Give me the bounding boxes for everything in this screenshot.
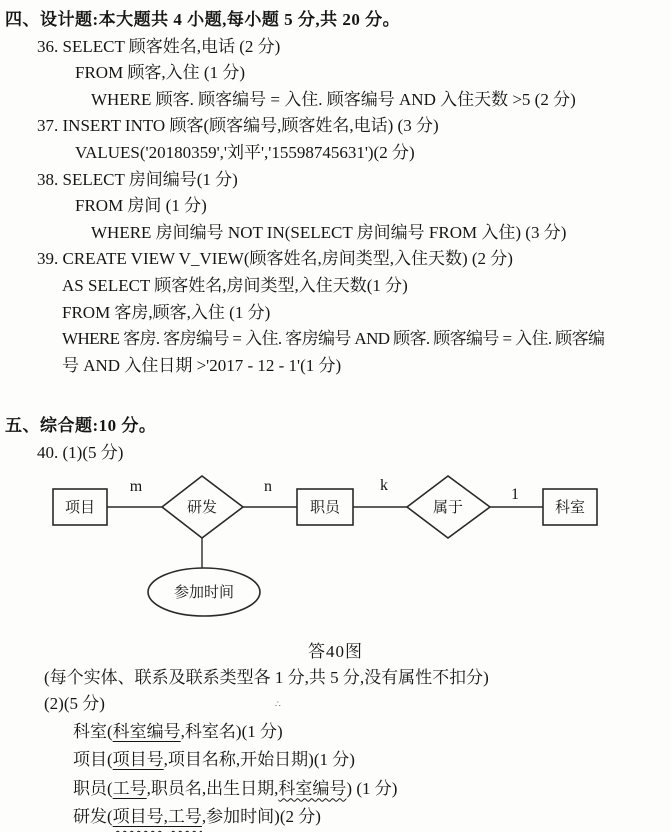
schema-text: ,职员名,出生日期, <box>146 778 279 798</box>
foreign-key-project-id: 项目号 <box>112 807 164 827</box>
section-design-heading: 四、设计题:本大题共 4 小题,每小题 5 分,共 20 分。 <box>5 10 401 29</box>
relation-schema-employee <box>73 775 671 804</box>
primary-key-employee-id: 工号 <box>112 778 147 798</box>
schema-text: 项目( <box>73 750 113 770</box>
schema-text: ,参加时间)(2 分) <box>201 807 321 827</box>
q39-as-select-line: AS SELECT 顾客姓名,房间类型,入住天数(1 分) <box>62 275 408 295</box>
q39-where-line: WHERE 客房. 客房编号 = 入住. 客房编号 AND 顾客. 顾客编号 = 入住. 顾客编 <box>62 329 605 349</box>
q40-part1-label: 40. (1)(5 分) <box>37 442 124 462</box>
relation-belong-label: 属于 <box>432 499 464 516</box>
composite-primary-key <box>113 807 202 826</box>
q36-where-line: WHERE 顾客. 顾客编号 = 入住. 顾客编号 AND 入住天数 >5 (2 分) <box>91 89 576 109</box>
schema-text: ) (1 分) <box>346 778 398 798</box>
q39-from-line: FROM 客房,顾客,入住 (1 分) <box>62 302 271 322</box>
entity-project-label: 项目 <box>64 499 96 516</box>
relation-develop-label: 研发 <box>186 499 218 516</box>
figure-caption: 答40图 <box>308 641 363 661</box>
q38-where-line: WHERE 房间编号 NOT IN(SELECT 房间编号 FROM 入住) (3 分) <box>91 222 567 242</box>
schema-text: 科室( <box>73 721 113 741</box>
cardinality-k: k <box>380 476 388 494</box>
q38-from-line: FROM 房间 (1 分) <box>75 196 207 216</box>
cardinality-1: 1 <box>511 485 519 503</box>
schema-text: ,项目名称,开始日期)(1 分) <box>163 750 355 770</box>
er-diagram <box>0 471 671 639</box>
entity-employee-label: 职员 <box>309 499 341 516</box>
cardinality-m: m <box>129 477 143 495</box>
schema-text: , <box>163 807 168 827</box>
scan-smudge: ∴ <box>275 699 281 709</box>
relation-schema-project <box>73 746 671 775</box>
q40-part2-label: (2)(5 分) <box>44 694 105 714</box>
primary-key-project-id: 项目号 <box>112 750 164 770</box>
section-comprehensive-heading: 五、综合题:10 分。 <box>5 416 157 436</box>
schema-text: ,科室名)(1 分) <box>180 721 283 741</box>
q36-select-line: 36. SELECT 顾客姓名,电话 (2 分) <box>37 36 281 56</box>
q37-insert-line: 37. INSERT INTO 顾客(顾客编号,顾客姓名,电话) (3 分) <box>37 116 439 136</box>
relation-schema-department <box>73 718 671 747</box>
q37-values-line: VALUES('20180359','刘平','15598745631')(2 分) <box>75 142 415 162</box>
primary-key-department-id: 科室编号 <box>112 721 181 741</box>
scoring-note: (每个实体、联系及联系类型各 1 分,共 5 分,没有属性不扣分) <box>44 667 489 687</box>
q38-select-line: 38. SELECT 房间编号(1 分) <box>37 169 238 189</box>
q36-from-line: FROM 顾客,入住 (1 分) <box>75 63 246 83</box>
foreign-key-department-id: 科室编号 <box>278 778 347 798</box>
schema-text: 研发( <box>73 807 113 827</box>
relation-schema-develop <box>73 803 671 832</box>
q39-where-wrap-line: 号 AND 入住日期 >'2017 - 12 - 1'(1 分) <box>62 355 342 375</box>
q39-create-view-line: 39. CREATE VIEW V_VIEW(顾客姓名,房间类型,入住天数) (2 分) <box>37 249 513 269</box>
cardinality-n: n <box>264 477 272 495</box>
foreign-key-employee-id: 工号 <box>167 807 202 827</box>
er-diagram-canvas <box>0 471 671 639</box>
entity-department-label: 科室 <box>554 499 586 516</box>
attribute-join-time-label: 参加时间 <box>173 584 235 601</box>
schema-text: 职员( <box>73 778 113 798</box>
